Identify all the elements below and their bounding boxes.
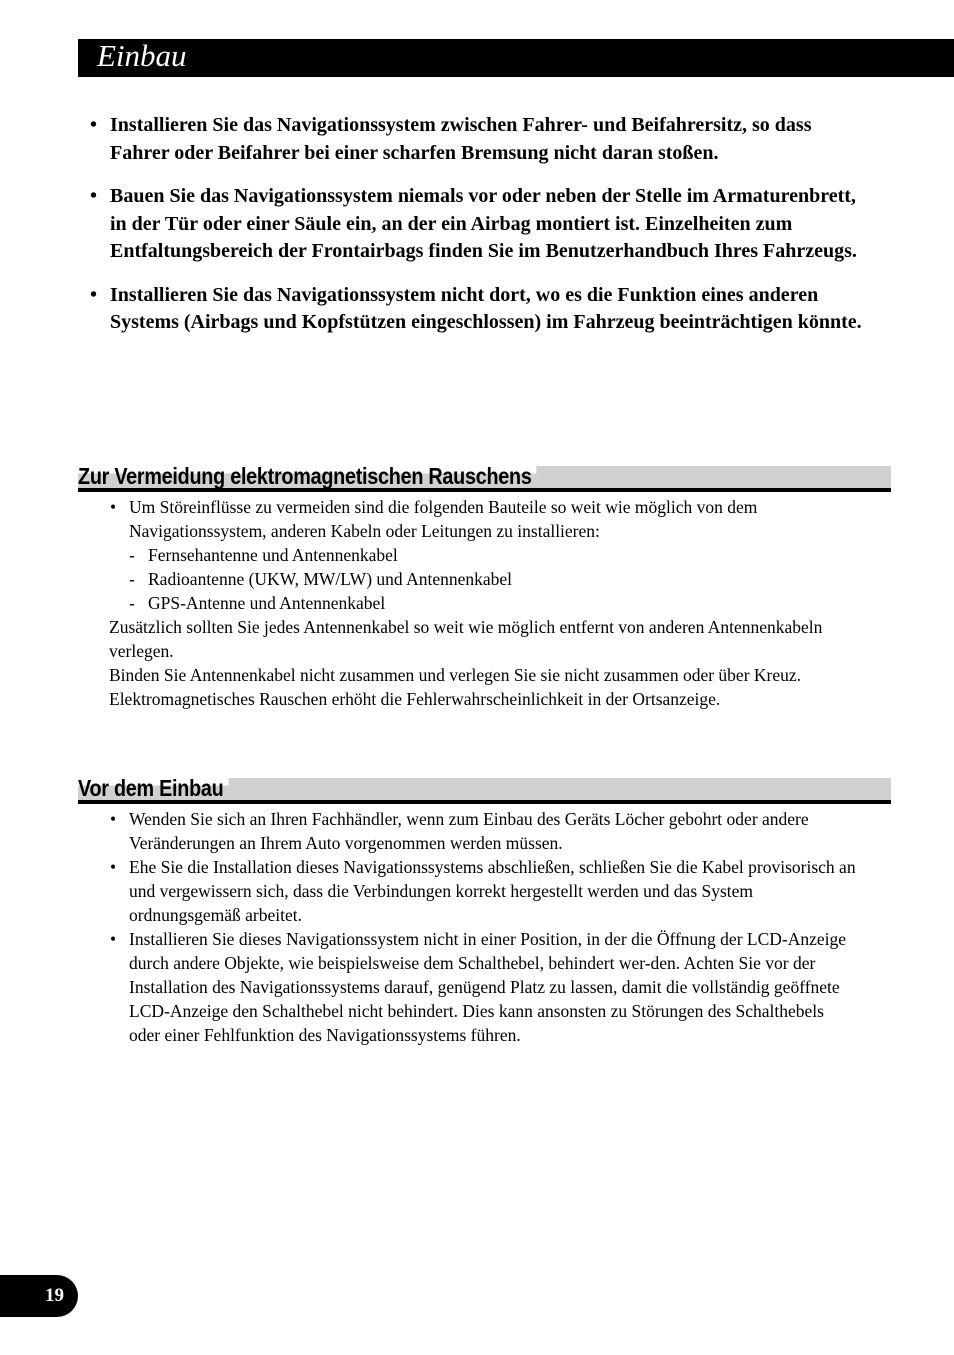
section-body-noise xyxy=(109,495,859,711)
sub-item xyxy=(109,543,859,567)
list-item xyxy=(90,282,870,337)
bullet-icon: • xyxy=(110,929,117,949)
page-title: Einbau xyxy=(97,38,187,73)
sub-item-text: GPS-Antenne und Antennenkabel xyxy=(148,593,386,613)
list-item xyxy=(90,112,870,167)
bullet-icon: • xyxy=(110,497,117,517)
list-item xyxy=(109,495,859,543)
list-item-text: Um Störeinflüsse zu vermeiden sind die folgenden Bauteile so weit wie möglich von dem Navigationssystem, anderen Kabeln oder Leitungen zu installieren: xyxy=(129,497,758,541)
bullet-icon: • xyxy=(90,283,98,306)
paragraph: Zusätzlich sollten Sie jedes Antennenkabel so weit wie möglich entfernt von anderen Antennenkabeln verlegen. xyxy=(109,617,823,661)
bullet-icon: • xyxy=(110,857,117,877)
list-item xyxy=(90,183,870,266)
list-item xyxy=(109,927,859,1047)
intro-list xyxy=(90,112,870,353)
list-item-text: Installieren Sie dieses Navigationssystem nicht in einer Position, in der die Öffnung der LCD-Anzeige durch andere Objekte, wie beispielsweise dem Schalthebel, behindert wer-den. Achten Sie vor der Installation des Navigationssystems darauf, genügend Platz zu lassen, damit die vollständig geöffnete LCD-Anzeige den Schalthebel nicht behindert. Dies kann ansonsten zu Störungen des Schalthebels oder einer Fehlfunktion des Navigationssystems führen. xyxy=(129,929,847,1045)
bullet-icon: • xyxy=(110,809,117,829)
bullet-icon: • xyxy=(90,114,98,136)
list-item-text: Ehe Sie die Installation dieses Navigationssystems abschließen, schließen Sie die Kabel provisorisch an und vergewissern sich, dass die Verbindungen korrekt hergestellt werden und das System ordnungsgemäß arbeitet. xyxy=(129,857,856,925)
sub-item xyxy=(109,591,859,615)
page-number-tab xyxy=(0,1275,78,1317)
dash-icon: - xyxy=(129,593,135,613)
sub-item-text: Fernsehantenne und Antennenkabel xyxy=(148,545,398,565)
section-heading-noise xyxy=(78,463,891,492)
list-item-text: Installieren Sie das Navigationssystem zwischen Fahrer- und Beifahrersitz, so dass Fahrer oder Beifahrer bei einer scharfen Bremsung nicht daran stoßen. xyxy=(110,114,812,164)
paragraph: Elektromagnetisches Rauschen erhöht die Fehlerwahrscheinlichkeit in der Ortsanzeige. xyxy=(109,689,721,709)
bullet-icon: • xyxy=(90,185,98,207)
paragraph: Binden Sie Antennenkabel nicht zusammen und verlegen Sie sie nicht zusammen oder über Kreuz. xyxy=(109,665,802,685)
sub-item-text: Radioantenne (UKW, MW/LW) und Antennenkabel xyxy=(148,569,512,589)
page-number: 19 xyxy=(45,1285,64,1306)
sub-item xyxy=(109,567,859,591)
section-heading-before-install xyxy=(78,775,891,804)
section-heading-text: Zur Vermeidung elektromagnetischen Rauschens xyxy=(78,463,537,490)
dash-icon: - xyxy=(129,569,135,589)
list-item-text: Installieren Sie das Navigationssystem nicht dort, wo es die Funktion eines anderen Systems (Airbags und Kopfstützen eingeschlossen) im Fahrzeug beeinträchtigen könnte. xyxy=(110,283,862,333)
header-bar xyxy=(78,39,954,77)
section-heading-text: Vor dem Einbau xyxy=(78,775,229,802)
section-body-before-install xyxy=(109,807,859,1047)
list-item-text: Wenden Sie sich an Ihren Fachhändler, wenn zum Einbau des Geräts Löcher gebohrt oder andere Veränderungen an Ihrem Auto vorgenommen werden müssen. xyxy=(129,809,809,853)
list-item xyxy=(109,807,859,855)
dash-icon: - xyxy=(129,545,135,565)
list-item-text: Bauen Sie das Navigationssystem niemals vor oder neben der Stelle im Armaturenbrett, in der Tür oder einer Säule ein, an der ein Airbag montiert ist. Einzelheiten zum Entfaltungsbereich der Frontairbags finden Sie im Benutzerhandbuch Ihres Fahrzeugs. xyxy=(110,185,857,262)
list-item xyxy=(109,855,859,927)
